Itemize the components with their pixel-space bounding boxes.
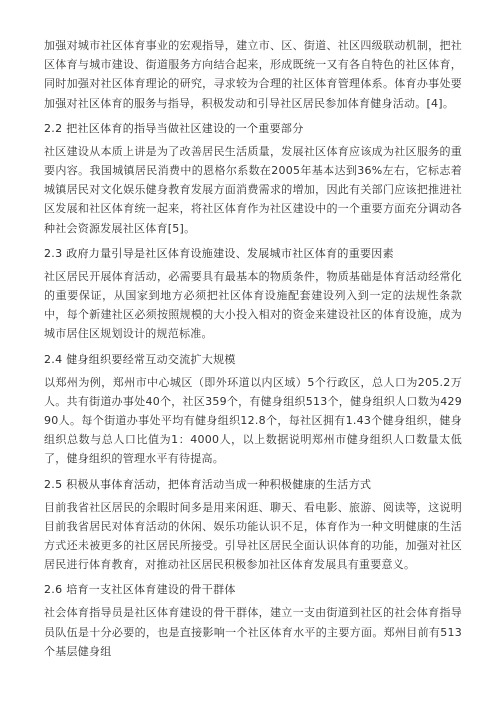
paragraph-2-5: 目前我省社区居民的余暇时间多是用来闲逛、聊天、看电影、旅游、阅读等，这说明目前我省居民对体育活动的休闲、娱乐功能认识不足，体育作为一种文明健康的生活方式还未被更多的社区居民所接受。引导社区居民全面认识体育的功能，加强对社区居民进行体育教育，对推动社区居民积极参加社区体育发展具有重要意义。 (44, 500, 462, 572)
paragraph-2-6: 社会体育指导员是社区体育建设的骨干群体，建立一支由街道到社区的社会体育指导员队伍是十分必要的，也是直接影响一个社区体育水平的主要方面。郑州目前有513个基层健身组 (44, 606, 462, 658)
section-heading-2-2: 2.2 把社区体育的指导当做社区建设的一个重要部分 (44, 121, 304, 135)
paragraph-2-4: 以郑州为例，郑州市中心城区（即外环道以内区域）5个行政区，总人口为205.2万人。共有街道办事处40个，社区359个，有健身组织513个，健身组织人口数为42990人。每个街道办事处平均有健身组织12.8个，每社区拥有1.43个健身组织，健身组织总数与总人口比值为1：4000人，以上数据说明郑州市健身组织人口数量太低了，健身组织的管理水平有待提高。 (44, 375, 462, 466)
paragraph-intro: 加强对城市社区体育事业的宏观指导，建立市、区、街道、社区四级联动机制，把社区体育与城市建设、街道服务方向结合起来，形成既统一又有各自特色的社区体育，同时加强对社区体育理论的研究，寻求较为合理的社区体育管理体系。体育办事处要加强对社区体育的服务与指导，积极发动和引导社区居民参加体育健身活动。[4]。 (44, 39, 462, 110)
section-heading-2-6: 2.6 培育一支社区体育建设的骨干群体 (44, 583, 236, 597)
section-heading-2-4: 2.4 健身组织要经常互动交流扩大规模 (44, 352, 236, 366)
document-page (44, 36, 462, 665)
section-heading-2-3: 2.3 政府力量引导是社区体育设施建设、发展城市社区体育的重要因素 (44, 246, 394, 260)
paragraph-2-3: 社区居民开展体育活动，必需要具有最基本的物质条件，物质基础是体育活动经常化的重要保证，从国家到地方必须把社区体育设施配套建设列入到一定的法规性条款中，每个新建社区必须按照规模的大小投入相对的资金来建设社区的体育设施，成为城市居住区规划设计的规范标准。 (44, 269, 462, 341)
paragraph-2-2: 社区建设从本质上讲是为了改善居民生活质量，发展社区体育应该成为社区服务的重要内容。我国城镇居民消费中的恩格尔系数在2005年基本达到36%左右，它标志着城镇居民对文化娱乐健身教育发展方面消费需求的增加，因此有关部门应该把推进社区发展和社区体育统一起来，将社区体育作为社区建设中的一个重要方面充分调动各种社会资源发展社区体育[5]。 (44, 144, 462, 235)
section-heading-2-5: 2.5 积极从事体育活动，把体育活动当成一种积极健康的生活方式 (44, 477, 372, 491)
